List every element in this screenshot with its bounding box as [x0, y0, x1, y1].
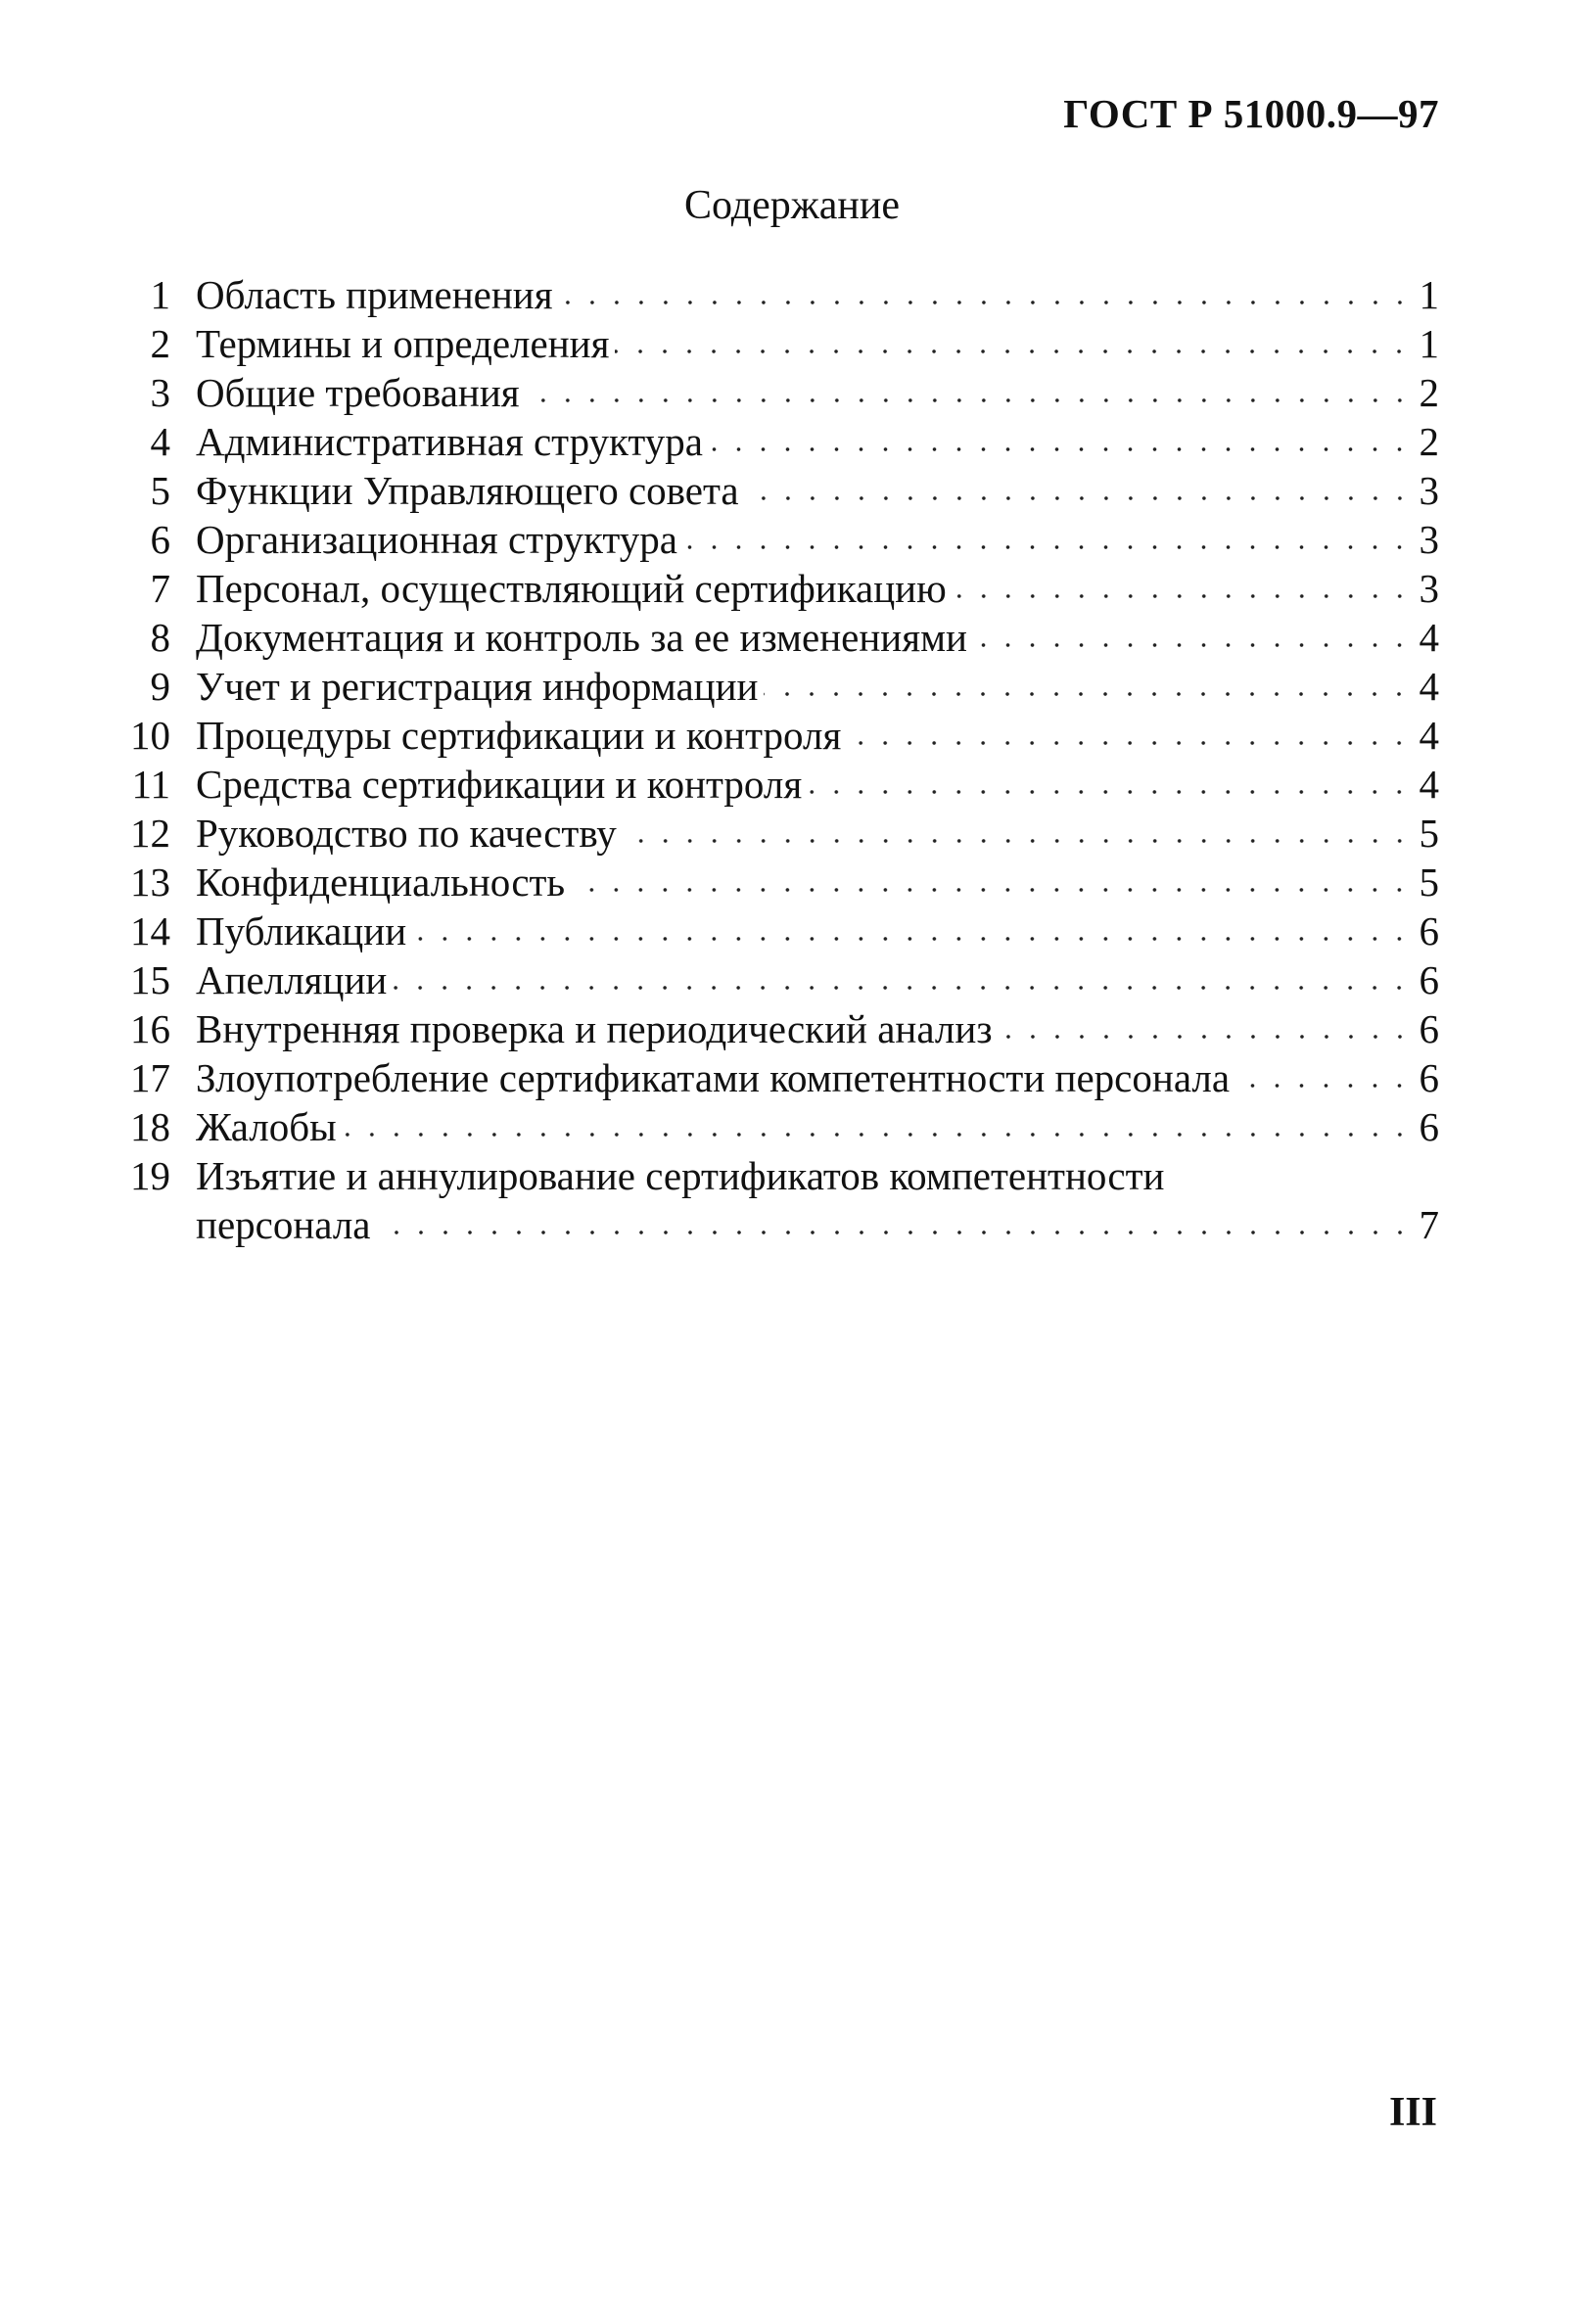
toc-entry-number: 2: [150, 321, 170, 366]
toc-entry-title: Учет и регистрация информации: [196, 664, 759, 709]
dot-leader: [377, 1227, 1413, 1238]
toc-entry-number: 17: [130, 1055, 170, 1100]
toc-entry-title: Внутренняя проверка и периодический анализ: [196, 1006, 993, 1051]
toc-entry-number: 12: [130, 811, 170, 856]
toc-entry-title: Руководство по качеству: [196, 811, 617, 856]
toc-entry-title: Организационная структура: [196, 517, 677, 562]
toc-entry-page: 2: [1419, 370, 1439, 415]
toc-entry[interactable]: [106, 906, 1439, 955]
dot-leader: [1235, 1080, 1412, 1092]
toc-entry-page: 7: [1419, 1202, 1439, 1247]
toc-entry-page: 4: [1419, 713, 1439, 758]
toc-entry[interactable]: [106, 417, 1439, 466]
toc-entry[interactable]: [106, 1102, 1439, 1151]
dot-leader: [764, 688, 1412, 700]
toc-entry-title: Апелляции: [196, 957, 388, 1002]
toc-entry-title-continued: персонала: [196, 1202, 371, 1247]
toc-entry-number: 3: [150, 370, 170, 415]
toc-entry-page: 6: [1419, 1055, 1439, 1100]
toc-entry-title: Процедуры сертификации и контроля: [196, 713, 842, 758]
document-code-header: ГОСТ Р 51000.9—97: [1063, 91, 1439, 136]
toc-entry-title: Средства сертификации и контроля: [196, 762, 803, 807]
dot-leader: [808, 786, 1412, 798]
toc-entry-page: 6: [1419, 1006, 1439, 1051]
dot-leader: [683, 541, 1412, 553]
toc-entry[interactable]: [106, 564, 1439, 613]
toc-entry-page: 5: [1419, 811, 1439, 856]
toc-entry[interactable]: [106, 613, 1439, 662]
toc-entry[interactable]: [106, 368, 1439, 417]
toc-entry-title: Административная структура: [196, 419, 703, 464]
toc-entry[interactable]: [106, 466, 1439, 515]
toc-entry[interactable]: [106, 319, 1439, 368]
toc-entry[interactable]: [106, 760, 1439, 809]
dot-leader: [559, 297, 1412, 308]
toc-entry[interactable]: [106, 858, 1439, 906]
toc-entry-page: 1: [1419, 272, 1439, 317]
toc-entry[interactable]: [106, 270, 1439, 319]
toc-entry[interactable]: [106, 1053, 1439, 1102]
dot-leader: [615, 346, 1412, 357]
dot-leader: [571, 884, 1412, 896]
toc-entry-number: 8: [150, 615, 170, 660]
toc-entry-number: 5: [150, 468, 170, 513]
toc-entry-page: 3: [1419, 566, 1439, 611]
toc-entry-title: Жалобы: [196, 1104, 337, 1149]
toc-entry-title: Документация и контроль за ее изменениями: [196, 615, 967, 660]
toc-entry-number: 11: [131, 762, 170, 807]
toc-entry-number: 16: [130, 1006, 170, 1051]
page-number: III: [1388, 2090, 1437, 2135]
dot-leader: [847, 737, 1412, 749]
toc-entry-page: 5: [1419, 860, 1439, 905]
toc-entry[interactable]: [106, 711, 1439, 760]
dot-leader: [526, 395, 1412, 406]
toc-entry-number: 10: [130, 713, 170, 758]
toc-entry-page: 6: [1419, 1104, 1439, 1149]
toc-entry[interactable]: [106, 515, 1439, 564]
toc-entry[interactable]: [106, 809, 1439, 858]
dot-leader: [412, 933, 1412, 945]
toc-entry-number: 1: [150, 272, 170, 317]
dot-leader: [745, 492, 1412, 504]
toc-entry-page: 6: [1419, 957, 1439, 1002]
dot-leader: [623, 835, 1412, 847]
toc-entry-page: 4: [1419, 664, 1439, 709]
toc-entry-title: Область применения: [196, 272, 553, 317]
toc-entry-number: 19: [130, 1153, 170, 1198]
toc-entry-number: 15: [130, 957, 170, 1002]
dot-leader: [953, 590, 1412, 602]
toc-entry-page: 4: [1419, 615, 1439, 660]
toc-entry[interactable]: [106, 955, 1439, 1004]
toc-entry[interactable]: [106, 1004, 1439, 1053]
toc-entry-title: Публикации: [196, 908, 407, 953]
toc-entry-page: 4: [1419, 762, 1439, 807]
toc-entry-number: 9: [150, 664, 170, 709]
toc-entry-number: 14: [130, 908, 170, 953]
toc-entry-title: Термины и определения: [196, 321, 610, 366]
toc-entry-title: Изъятие и аннулирование сертификатов компетентности: [196, 1153, 1165, 1198]
toc-entry-title: Функции Управляющего совета: [196, 468, 739, 513]
dot-leader: [343, 1129, 1412, 1140]
toc-entry[interactable]: [106, 1151, 1439, 1249]
toc-entry-page: 6: [1419, 908, 1439, 953]
toc-entry-title: Общие требования: [196, 370, 520, 415]
dot-leader: [393, 982, 1412, 994]
toc-entry-number: 7: [150, 566, 170, 611]
toc-entry-number: 6: [150, 517, 170, 562]
dot-leader: [973, 639, 1412, 651]
toc-entry-number: 13: [130, 860, 170, 905]
toc-entry-number: 18: [130, 1104, 170, 1149]
toc-entry-number: 4: [150, 419, 170, 464]
toc-entry-page: 3: [1419, 468, 1439, 513]
dot-leader: [709, 443, 1412, 455]
toc-entry-page: 3: [1419, 517, 1439, 562]
toc-entry-title: Персонал, осуществляющий сертификацию: [196, 566, 947, 611]
toc-entry-title: Злоупотребление сертификатами компетентности персонала: [196, 1055, 1231, 1100]
table-of-contents: [106, 270, 1439, 1249]
toc-entry[interactable]: [106, 662, 1439, 711]
toc-entry-title: Конфиденциальность: [196, 860, 566, 905]
toc-entry-page: 1: [1419, 321, 1439, 366]
toc-title: Содержание: [683, 183, 901, 228]
dot-leader: [999, 1031, 1412, 1043]
toc-entry-page: 2: [1419, 419, 1439, 464]
